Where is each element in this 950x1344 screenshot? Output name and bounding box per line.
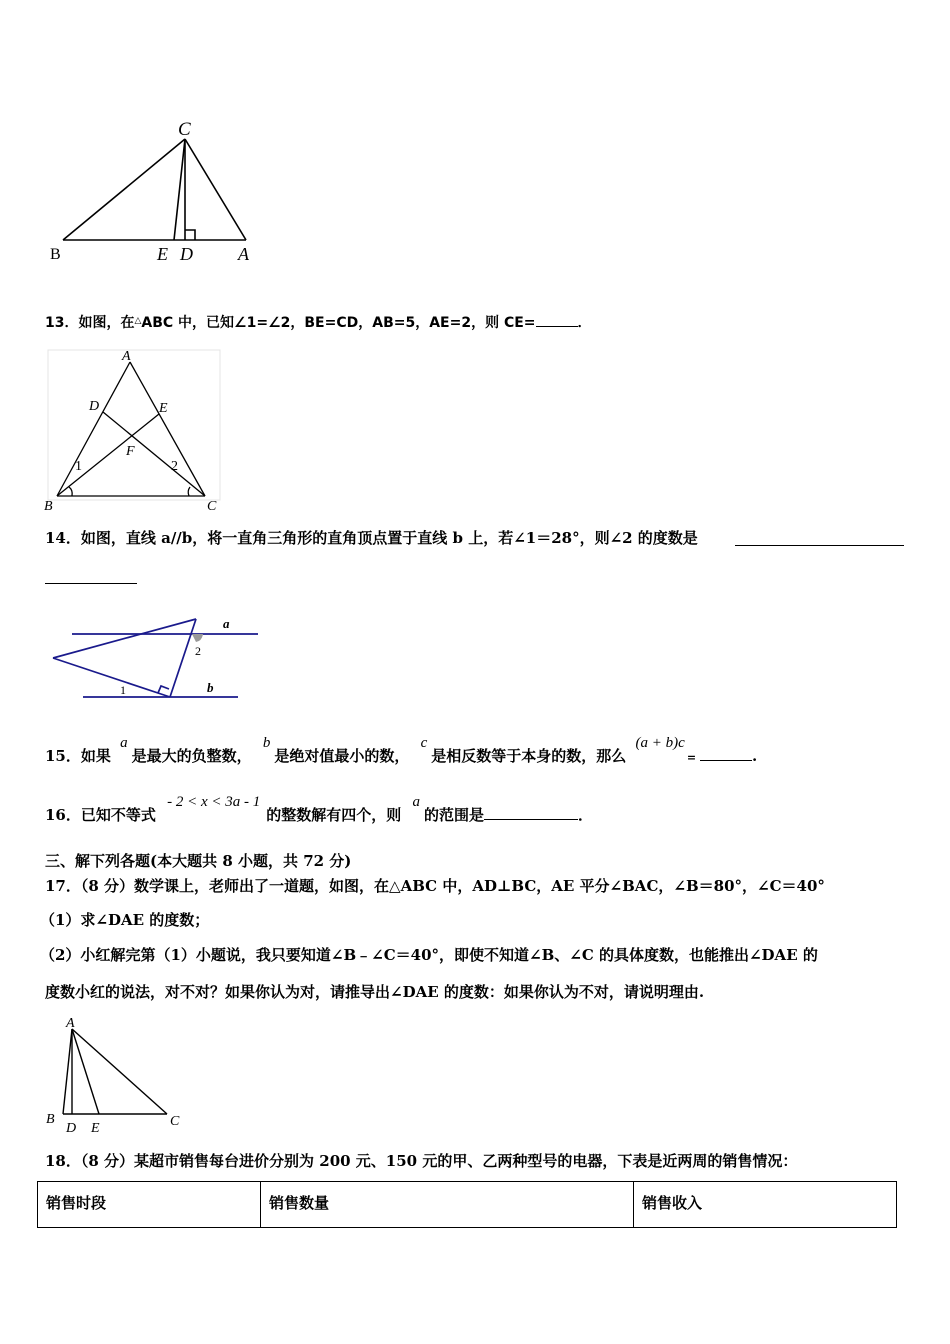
fig14-label-a: a bbox=[223, 616, 230, 631]
question-16-text-2: 的整数解有四个，则 bbox=[266, 806, 402, 824]
question-17-part-2-line-1: （2）小红解完第（1）小题说，我只要知道∠B﹣∠C＝40°，即使不知道∠B、∠C 的具体度数，也能推出∠DAE 的 bbox=[40, 946, 818, 964]
fig13-label-2: 2 bbox=[171, 459, 178, 474]
fig17-label-d: D bbox=[66, 1121, 77, 1136]
question-16-number: 16． bbox=[45, 806, 81, 824]
variable-b: b bbox=[262, 735, 271, 751]
question-14-number: 14． bbox=[45, 529, 81, 547]
question-15-end: . bbox=[752, 747, 758, 765]
question-17-text: （8 分）数学课上，老师出了一道题，如图，在△ABC 中，AD⊥BC，AE 平分∠BAC，∠B＝80°，∠C＝40° bbox=[80, 877, 825, 895]
question-16-text-3: 的范围是 bbox=[424, 806, 485, 824]
table-row bbox=[38, 1182, 897, 1228]
question-18-number: 18． bbox=[45, 1152, 81, 1170]
triangle-symbol: △ bbox=[134, 316, 142, 326]
variable-a: a bbox=[120, 735, 128, 751]
fig13-label-c: C bbox=[207, 499, 217, 514]
expression-a-plus-b-times-c: (a + b)c bbox=[635, 735, 685, 751]
question-15-text-2: 是最大的负整数， bbox=[131, 747, 252, 765]
fig13-label-1: 1 bbox=[75, 459, 82, 474]
fig14-label-b: b bbox=[207, 680, 214, 695]
question-17-part-2-line-2: 度数小红的说法，对不对？如果你认为对，请推导出∠DAE 的度数：如果你认为不对，请说明理由. bbox=[45, 983, 705, 1001]
fig12-label-c: C bbox=[178, 119, 191, 140]
table-header-revenue: 销售收入 bbox=[634, 1182, 897, 1228]
fig14-label-2: 2 bbox=[195, 644, 201, 658]
question-17-number: 17． bbox=[45, 877, 81, 895]
section-3-title: 三、解下列各题(本大题共 8 小题，共 72 分) bbox=[45, 852, 352, 870]
fig17-label-a: A bbox=[66, 1016, 75, 1031]
sales-table bbox=[37, 1181, 897, 1228]
fig13-label-e: E bbox=[159, 401, 168, 416]
question-15-number: 15． bbox=[45, 747, 81, 765]
question-15-text-4: 是相反数等于本身的数，那么 bbox=[431, 747, 627, 765]
fig17-label-b: B bbox=[46, 1112, 55, 1127]
question-18-text: （8 分）某超市销售每台进价分别为 200 元、150 元的甲、乙两种型号的电器，下表是近两周的销售情况： bbox=[80, 1152, 798, 1170]
question-18 bbox=[45, 1151, 797, 1171]
fig17-side-ab bbox=[63, 1029, 72, 1114]
question-13-number: 13． bbox=[45, 315, 79, 331]
question-13-text-a: 如图，在 bbox=[78, 315, 135, 331]
fig12-label-e: E bbox=[157, 244, 168, 264]
question-13-end: ． bbox=[577, 315, 592, 331]
question-14-text: 如图，直线 a//b，将一直角三角形的直角顶点置于直线 b 上，若∠1＝28°，则∠2 的度数是 bbox=[80, 529, 698, 547]
fig17-label-c: C bbox=[170, 1114, 180, 1129]
question-17-part-1: （1）求∠DAE 的度数； bbox=[40, 911, 210, 929]
variable-a: a bbox=[412, 794, 421, 810]
fig12-label-a: A bbox=[238, 244, 249, 264]
equals-sign: = bbox=[686, 751, 697, 764]
table-header-period: 销售时段 bbox=[38, 1182, 261, 1228]
table-header-quantity: 销售数量 bbox=[261, 1182, 634, 1228]
fig13-label-f: F bbox=[126, 444, 135, 459]
question-15-text-1: 如果 bbox=[80, 747, 111, 765]
question-16-end: ． bbox=[578, 806, 594, 824]
inequality-expression: - 2 < x < 3a - 1 bbox=[167, 794, 261, 810]
question-13-text-b: ABC 中，已知∠1=∠2，BE=CD，AB=5，AE=2，则 CE= bbox=[141, 315, 536, 331]
fig17-label-e: E bbox=[91, 1121, 100, 1136]
question-16-text-1: 已知不等式 bbox=[80, 806, 156, 824]
variable-c: c bbox=[420, 735, 428, 751]
fig13-label-a: A bbox=[122, 349, 131, 364]
fig13-label-d: D bbox=[89, 399, 100, 414]
question-15-text-3: 是绝对值最小的数， bbox=[274, 747, 410, 765]
fig12-label-b: B bbox=[50, 246, 61, 263]
fig12-label-d: D bbox=[180, 244, 193, 264]
fig14-label-1: 1 bbox=[120, 683, 126, 697]
fig17-side-ac bbox=[72, 1029, 167, 1114]
fig13-label-b: B bbox=[44, 499, 53, 514]
